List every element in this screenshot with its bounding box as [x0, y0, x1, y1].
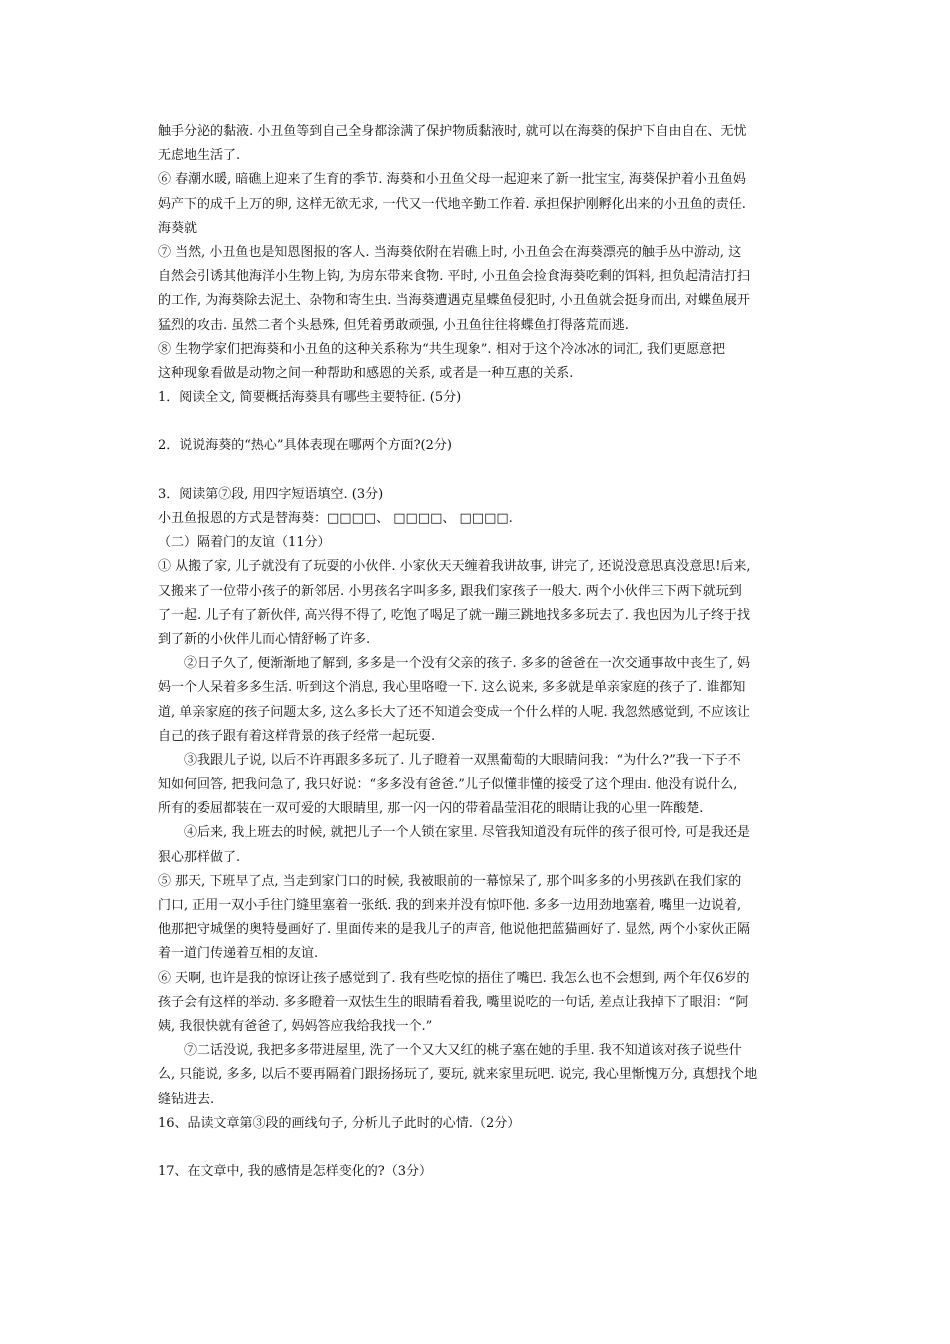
text-line: 的工作, 为海葵除去泥土、杂物和寄生虫. 当海葵遭遇克星蝶鱼侵犯时, 小丑鱼就会挺身而出, 对蝶鱼展开 [158, 293, 751, 309]
text-line: 孩子会有这样的举动. 多多瞪着一双怯生生的眼睛看着我, 嘴里说吃的一句话, 差点让我掉下了眼泪：“阿 [158, 994, 749, 1010]
question-17: 17、在文章中, 我的感情是怎样变化的?（3分） [158, 1164, 433, 1180]
text-line: ⑧ 生物学家们把海葵和小丑鱼的这种关系称为“共生现象”. 相对于这个冷冰冰的词汇, 我们更愿意把 [158, 341, 725, 357]
question-3: 3．阅读第⑦段, 用四字短语填空. (3分) [158, 486, 384, 502]
text-line: 缝钻进去. [158, 1091, 215, 1107]
text-line: 妈产下的成千上万的卵, 这样无欲无求, 一代又一代地辛勤工作着. 承担保护刚孵化出来的小丑鱼的责任. [158, 196, 746, 212]
text-line: ⑦ 当然, 小丑鱼也是知恩图报的客人. 当海葵依附在岩礁上时, 小丑鱼会在海葵漂亮的触手丛中游动, 这 [158, 244, 742, 260]
text-line: 狠心那样做了. [158, 849, 241, 865]
section-title: （二）隔着门的友谊（11分） [158, 535, 331, 551]
text-line: ⑥ 春潮水暖, 暗礁上迎来了生育的季节. 海葵和小丑鱼父母一起迎来了新一批宝宝, 海葵保护着小丑鱼妈 [158, 172, 746, 188]
text-line: 无虑地生活了. [158, 148, 241, 164]
text-line: 到了新的小伙伴儿而心情舒畅了许多. [158, 631, 371, 647]
text-line: ① 从搬了家, 儿子就没有了玩耍的小伙伴. 小家伙天天缠着我讲故事, 讲完了, 还说没意思真没意思!后来, [158, 559, 751, 575]
text-line: 触手分泌的黏液. 小丑鱼等到自己全身都涂满了保护物质黏液时, 就可以在海葵的保护下自由自在、无忧 [158, 124, 747, 139]
answer-space [158, 410, 808, 434]
text-line: 姨, 我很快就有爸爸了, 妈妈答应我给我找一个.” [158, 1018, 433, 1034]
text-line: 知如何回答, 把我问急了, 我只好说：“多多没有爸爸.”儿子似懂非懂的接受了这个理由. 他没有说什么, [158, 777, 738, 793]
text-line: ④后来, 我上班去的时候, 就把儿子一个人锁在家里. 尽管我知道没有玩伴的孩子很可怜, 可是我还是 [184, 825, 751, 841]
text-line: 妈一个人呆着多多生活. 听到这个消息, 我心里咯噔一下. 这么说来, 多多就是单亲家庭的孩子了. 谁都知 [158, 680, 746, 696]
text-line: 他那把守城堡的奥特曼画好了. 里面传来的是我儿子的声音, 他说他把蓝猫画好了. 显然, 两个小家伙正隔 [158, 922, 751, 938]
text-line: 又搬来了一位带小孩子的新邻居. 小男孩名字叫多多, 跟我们家孩子一般大. 两个小伙伴三下两下就玩到 [158, 583, 742, 599]
text-line: ⑦二话没说, 我把多多带进屋里, 洗了一个又大又红的桃子塞在她的手里. 我不知道该对孩子说些什 [184, 1043, 742, 1059]
text-line: ⑥ 天啊, 也许是我的惊讶让孩子感觉到了. 我有些吃惊的捂住了嘴巴. 我怎么也不会想到, 两个年仅6岁的 [158, 970, 750, 986]
text-line: 自然会引诱其他海洋小生物上钩, 为房东带来食物. 平时, 小丑鱼会捡食海葵吃剩的饵料, 担负起清洁打扫 [158, 269, 751, 285]
text-line: 么, 只能说, 多多, 以后不要再隔着门跟扬扬玩了, 要玩, 就来家里玩吧. 说完, 我心里惭愧万分, 真想找个地 [158, 1067, 758, 1083]
text-line: ③我跟儿子说, 以后不许再跟多多玩了. 儿子瞪着一双黑葡萄的大眼睛问我：“为什么?”我一下子不 [184, 752, 741, 768]
text-line: 自己的孩子跟有着这样背景的孩子经常一起玩耍. [158, 728, 436, 744]
text-line: ②日子久了, 便渐渐地了解到, 多多是一个没有父亲的孩子. 多多的爸爸在一次交通事故中丧生了, 妈 [184, 656, 751, 672]
text-line: 猛烈的攻击. 虽然二者个头悬殊, 但凭着勇敢顽强, 小丑鱼往往将蝶鱼打得落荒而逃. [158, 317, 629, 333]
document-page [158, 120, 808, 1184]
text-line: 所有的委屈都装在一双可爱的大眼睛里, 那一闪一闪的带着晶莹泪花的眼睛让我的心里一阵酸楚. [158, 801, 704, 817]
answer-space [158, 459, 808, 483]
text-line: 了一起. 儿子有了新伙伴, 高兴得不得了, 吃饱了喝足了就一蹦三跳地找多多玩去了. 我也因为儿子终于找 [158, 607, 751, 623]
text-line: 道, 单亲家庭的孩子问题太多, 这么多长大了还不知道会变成一个什么样的人呢. 我忽然感觉到, 不应该让 [158, 704, 751, 720]
text-line: 门口, 正用一双小手往门缝里塞着一张纸. 我的到来并没有惊吓他. 多多一边用劲地塞着, 嘴里一边说着, [158, 898, 742, 913]
text-line: 着一道门传递着互相的友谊. [158, 946, 319, 962]
question-2: 2．说说海葵的“热心”具体表现在哪两个方面?(2分) [158, 438, 452, 454]
question-1: 1．阅读全文, 简要概括海葵具有哪些主要特征. (5分) [158, 390, 462, 406]
question-16: 16、品读文章第③段的画线句子, 分析儿子此时的心情.（2分） [158, 1115, 521, 1131]
text-line: ⑤ 那天, 下班早了点, 当走到家门口的时候, 我被眼前的一幕惊呆了, 那个叫多多的小男孩趴在我们家的 [158, 873, 742, 889]
fill-in-blanks: 小丑鱼报恩的方式是替海葵：□□□□、 □□□□、 □□□□. [158, 511, 513, 526]
text-line: 海葵就 [158, 220, 198, 236]
answer-space [158, 1136, 808, 1160]
text-line: 这种现象看做是动物之间一种帮助和感恩的关系, 或者是一种互惠的关系. [158, 365, 574, 381]
